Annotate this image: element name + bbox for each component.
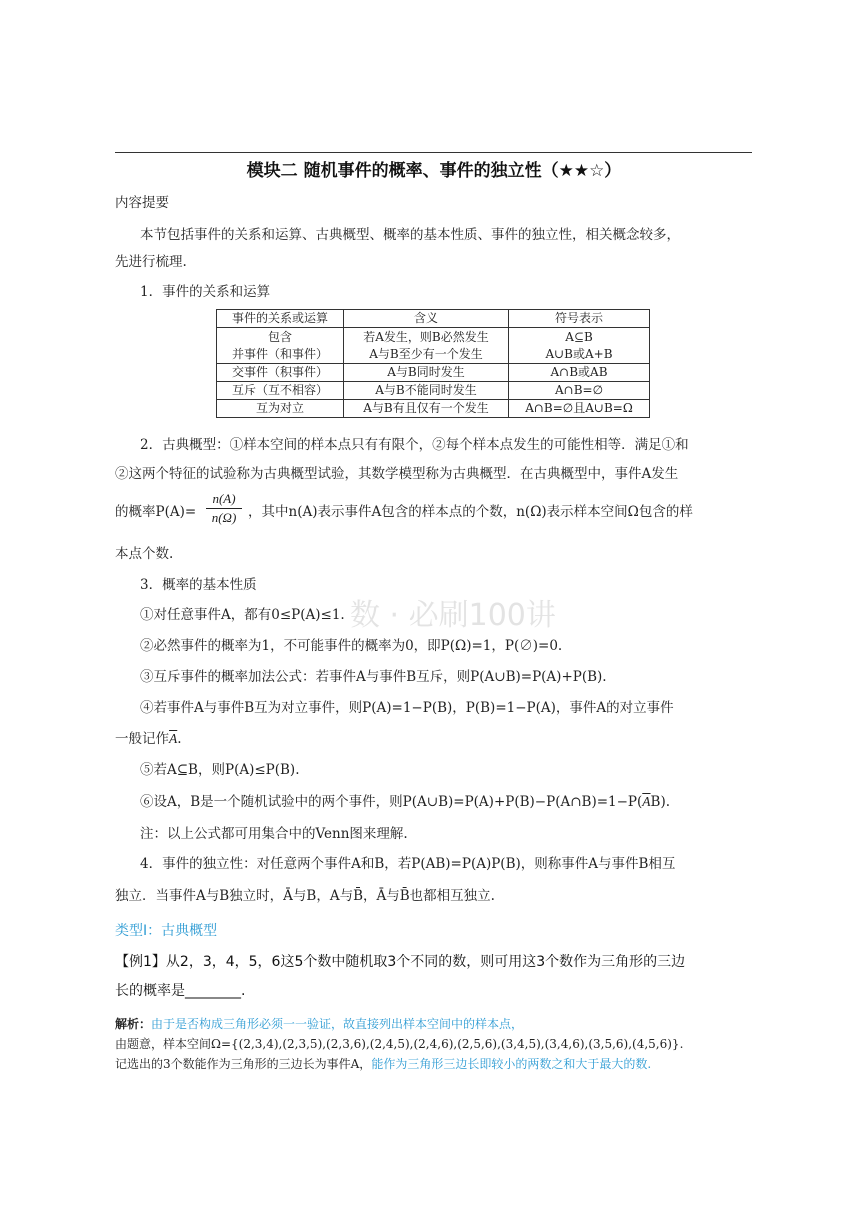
solution-line-1 (115, 1015, 523, 1032)
fraction-numerator: n(A) (212, 491, 236, 506)
table-cell: 交事件（积事件） (217, 364, 344, 382)
table-row (217, 382, 650, 400)
summary-label: 内容提要 (115, 195, 169, 211)
type-1-heading: 类型Ⅰ：古典概型 (115, 923, 218, 939)
section-2-line-3-prefix: 的概率P(A)= (115, 504, 197, 520)
section-4-line-1: 4．事件的独立性：对任意两个事件A和B，若P(AB)=P(A)P(B)，则称事件A与事件B相互 (140, 856, 676, 872)
property-item-4-line-2 (115, 727, 182, 747)
section-2-line-4: 本点个数. (115, 546, 174, 562)
section-3-heading: 3．概率的基本性质 (140, 577, 257, 593)
header-rule (115, 152, 752, 153)
table-cell: A∩B或AB (509, 364, 650, 382)
property-note: 注：以上公式都可用集合中的Venn图来理解. (140, 826, 408, 842)
watermark: 数 · 必刷100讲 (350, 598, 556, 633)
complement-symbol: $\overline{A}$ (169, 731, 178, 746)
table-cell: A与B同时发生 (344, 364, 509, 382)
property-item-6 (140, 790, 670, 810)
table-header-cell: 事件的关系或运算 (217, 310, 344, 328)
property-item-4-line-1: ④若事件A与事件B互为对立事件，则P(A)=1−P(B)，P(B)=1−P(A)，事件A的对立事件 (140, 700, 674, 716)
text-segment: . (177, 731, 182, 747)
table-cell: A与B不能同时发生 (344, 382, 509, 400)
example-1-line-2: 长的概率是________. (115, 983, 246, 999)
property-item-1: ①对任意事件A，都有0≤P(A)≤1. (140, 607, 345, 623)
table-header-row (217, 310, 650, 328)
text-segment: 记选出的3个数能作为三角形的三边长为事件A， (115, 1057, 372, 1071)
table-cell: A∩B=∅且A∪B=Ω (509, 400, 650, 418)
probability-fraction (206, 491, 242, 526)
table-row (217, 364, 650, 382)
fraction-denominator: n(Ω) (211, 510, 237, 525)
text-segment: ⑥设A，B是一个随机试验中的两个事件，则P(A∪B)=P(A)+P(B)−P(A∩B)=1−P( (140, 794, 643, 810)
table-header-cell: 符号表示 (509, 310, 650, 328)
table-cell: A与B有且仅有一个发生 (344, 400, 509, 418)
property-item-2: ②必然事件的概率为1，不可能事件的概率为0，即P(Ω)=1，P(∅)=0. (140, 638, 563, 654)
section-4-line-2: 独立．当事件A与B独立时，Ā与B，A与B̄，Ā与B̄也都相互独立. (115, 888, 495, 904)
fraction-bar (206, 508, 242, 509)
table-row (217, 400, 650, 418)
solution-label: 解析： (115, 1017, 152, 1031)
event-relations-table (216, 309, 650, 418)
section-2-line-2: ②这两个特征的试验称为古典概型试验，其数学模型称为古典概型．在古典概型中，事件A发生 (115, 466, 679, 482)
complement-symbol: $\overline{A}$ (642, 794, 651, 809)
property-item-5: ⑤若A⊆B，则P(A)≤P(B). (140, 762, 300, 778)
table-cell: 互为对立 (217, 400, 344, 418)
text-segment: 一般记作 (115, 731, 169, 747)
intro-line-1: 本节包括事件的关系和运算、古典概型、概率的基本性质、事件的独立性，相关概念较多， (140, 227, 680, 243)
text-segment: B). (650, 794, 671, 810)
table-cell: A⊆B A∪B或A+B (509, 328, 650, 364)
table-cell: 若A发生，则B必然发生 A与B至少有一个发生 (344, 328, 509, 364)
section-1-heading: 1．事件的关系和运算 (140, 284, 271, 300)
section-2-line-1: 2．古典概型：①样本空间的样本点只有有限个，②每个样本点发生的可能性相等．满足①和 (140, 437, 689, 453)
intro-line-2: 先进行梳理. (115, 254, 187, 270)
solution-hint: 由于是否构成三角形必须一一验证，故直接列出样本空间中的样本点， (151, 1017, 524, 1031)
solution-line-2: 由题意，样本空间Ω={(2,3,4),(2,3,5),(2,3,6),(2,4,5),(2,4,6),(2,5,6),(3,4,5),(3,4,6),(3,5,6),(4,5,6)}. (115, 1037, 684, 1051)
section-2-line-3-suffix: ，其中n(A)表示事件A包含的样本点的个数，n(Ω)表示样本空间Ω包含的样 (248, 504, 693, 520)
table-header-cell: 含义 (344, 310, 509, 328)
table-cell: 互斥（互不相容） (217, 382, 344, 400)
table-cell: 包含 并事件（和事件） (217, 328, 344, 364)
table-row (217, 328, 650, 364)
example-1-line-1: 【例1】从2，3，4，5，6这5个数中随机取3个不同的数，则可用这3个数作为三角形的三边 (115, 954, 686, 970)
page-title: 模块二 随机事件的概率、事件的独立性（★★☆） (246, 161, 622, 181)
property-item-3: ③互斥事件的概率加法公式：若事件A与事件B互斥，则P(A∪B)=P(A)+P(B). (140, 669, 607, 685)
solution-hint: 能作为三角形三边长即较小的两数之和大于最大的数. (371, 1057, 652, 1071)
table-cell: A∩B=∅ (509, 382, 650, 400)
solution-line-3 (115, 1055, 651, 1072)
